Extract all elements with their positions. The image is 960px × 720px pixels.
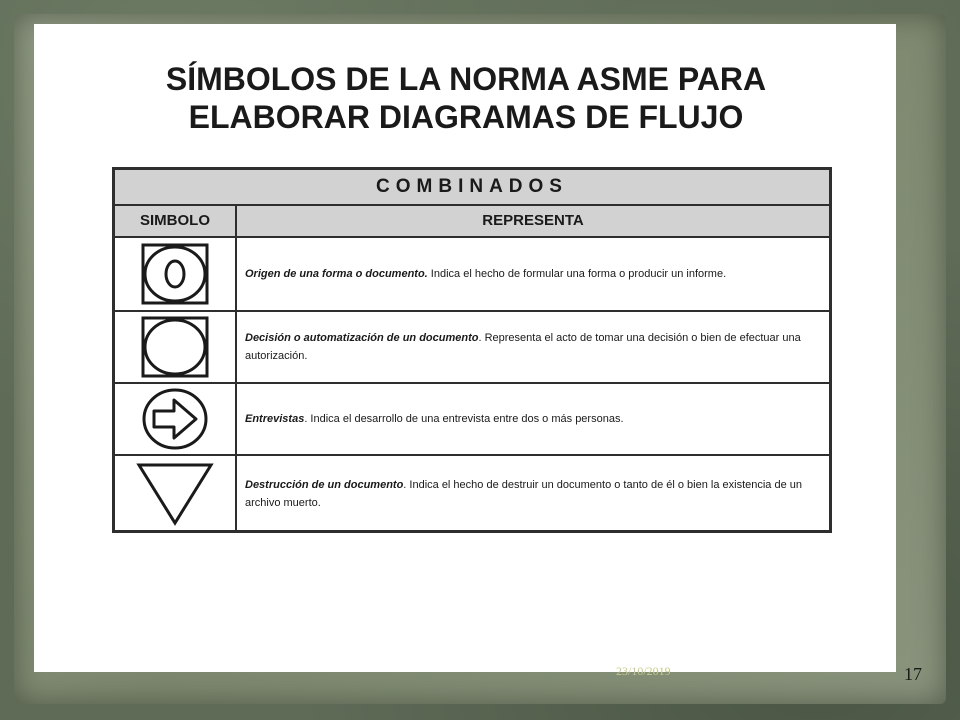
row-text: . Representa el acto de tomar una decisión o bien de efectuar una autorización. [245,332,801,362]
table-column-headers [115,206,829,238]
table-row [115,238,829,312]
inverted-triangle-icon [135,461,215,527]
content-paper [34,24,896,672]
row-term: Origen de una forma o documento. [245,268,428,280]
slide-date: 23/10/2019 [616,664,671,678]
row-text: . Indica el desarrollo de una entrevista entre dos o más personas. [304,413,624,425]
symbol-cell [115,384,237,454]
row-term: Entrevistas [245,413,305,425]
table-row [115,456,829,532]
page-title [94,60,838,136]
row-term: Decisión o automatización de un documento [245,332,479,344]
symbol-cell [115,312,237,382]
row-term: Destrucción de un documento [245,479,404,491]
title-line-1: SÍMBOLOS DE LA NORMA ASME PARA [165,61,767,97]
row-description [237,384,829,454]
title-line-2: ELABORAR DIAGRAMAS DE FLUJO [188,99,744,135]
symbol-cell [115,238,237,310]
table-row [115,312,829,384]
row-description [237,456,829,532]
table-row [115,384,829,456]
row-description [237,312,829,382]
square-circle-o-icon [140,242,210,306]
column-header-represents: REPRESENTA [482,212,584,229]
symbol-cell [115,456,237,532]
square-circle-icon [140,315,210,379]
row-description [237,238,829,310]
row-text: . Indica el hecho de destruir un documento o tanto de él o bien la existencia de un archivo muerto. [245,479,803,509]
row-text: Indica el hecho de formular una forma o producir un informe. [427,268,727,280]
symbols-table [112,167,832,533]
table-heading: COMBINADOS [115,170,829,206]
column-header-symbol: SIMBOLO [115,206,237,236]
slide-number: 17 [904,664,922,684]
circle-arrow-icon [140,387,210,451]
